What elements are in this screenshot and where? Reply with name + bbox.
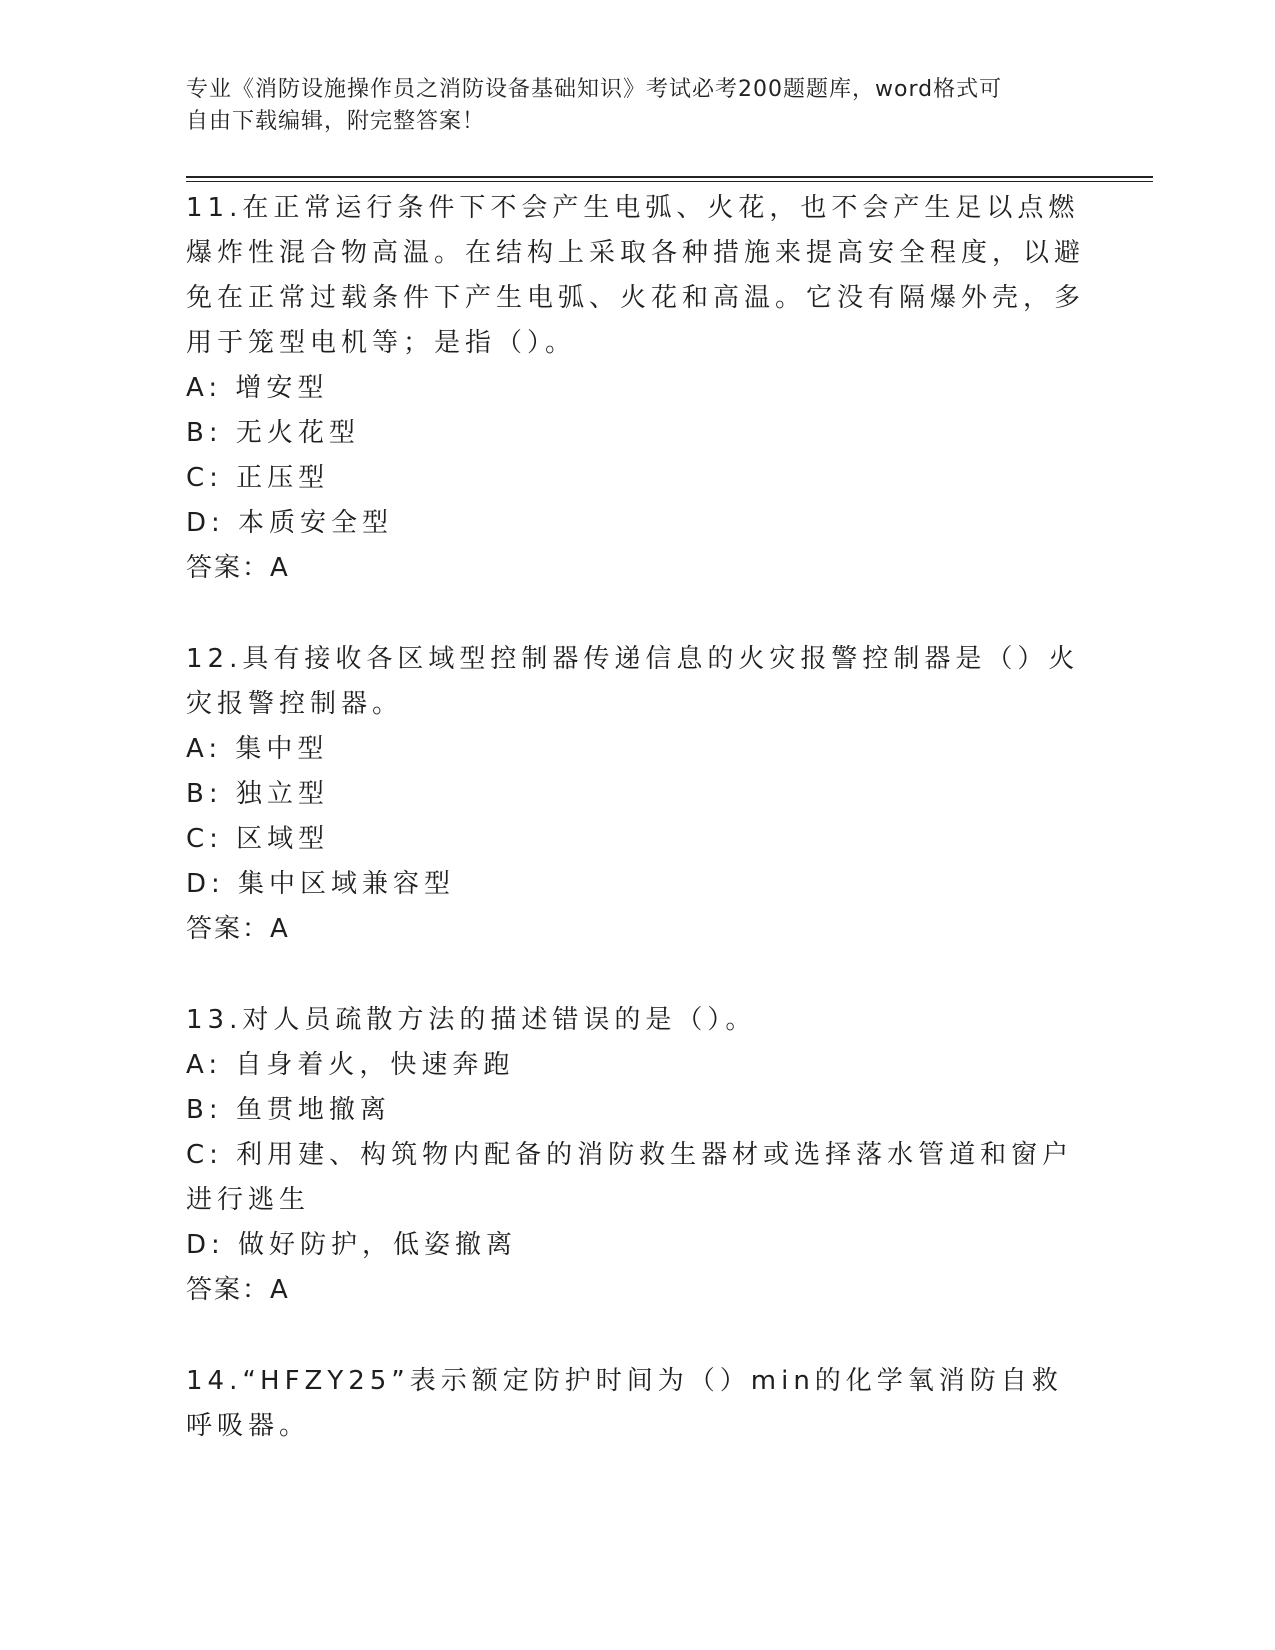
option-a: A: 增安型 [186,373,329,403]
option-b: B: 无火花型 [186,418,360,448]
option-b: B: 鱼贯地撤离 [186,1095,391,1125]
question-14 [186,1359,1086,1449]
option-c: C: 区域型 [186,824,330,854]
document-header [186,74,1066,138]
option-c: C: 正压型 [186,463,330,493]
option-d: D: 本质安全型 [186,508,394,538]
option-b: B: 独立型 [186,779,329,809]
option-d: D: 集中区域兼容型 [186,869,456,899]
question-11 [186,186,1086,591]
header-line-1: 专业《消防设施操作员之消防设备基础知识》考试必考200题题库，word格式可 [186,77,1003,102]
option-a: A: 集中型 [186,734,329,764]
option-c: C: 利用建、构筑物内配备的消防救生器材或选择落水管道和窗户进行逃生 [186,1140,1074,1215]
answer-line: 答案：A [186,1275,290,1305]
question-stem: 13.对人员疏散方法的描述错误的是（）。 [186,1005,757,1035]
option-a: A: 自身着火，快速奔跑 [186,1050,515,1080]
header-divider [186,176,1153,182]
question-list [186,186,1086,1495]
question-13 [186,998,1086,1313]
option-d: D: 做好防护，低姿撤离 [186,1230,518,1260]
question-stem: 11.在正常运行条件下不会产生电弧、火花，也不会产生足以点燃爆炸性混合物高温。在结构上采取各种措施来提高安全程度，以避免在正常过载条件下产生电弧、火花和高温。它没有隔爆外壳，多用于笼型电机等；是指（）。 [186,193,1086,358]
header-line-2: 自由下载编辑，附完整答案！ [186,109,486,134]
question-12 [186,637,1086,952]
question-stem: 14.“HFZY25”表示额定防护时间为（）min的化学氧消防自救呼吸器。 [186,1366,1063,1441]
answer-line: 答案：A [186,914,290,944]
question-stem: 12.具有接收各区域型控制器传递信息的火灾报警控制器是（）火灾报警控制器。 [186,644,1080,719]
answer-line: 答案：A [186,553,290,583]
